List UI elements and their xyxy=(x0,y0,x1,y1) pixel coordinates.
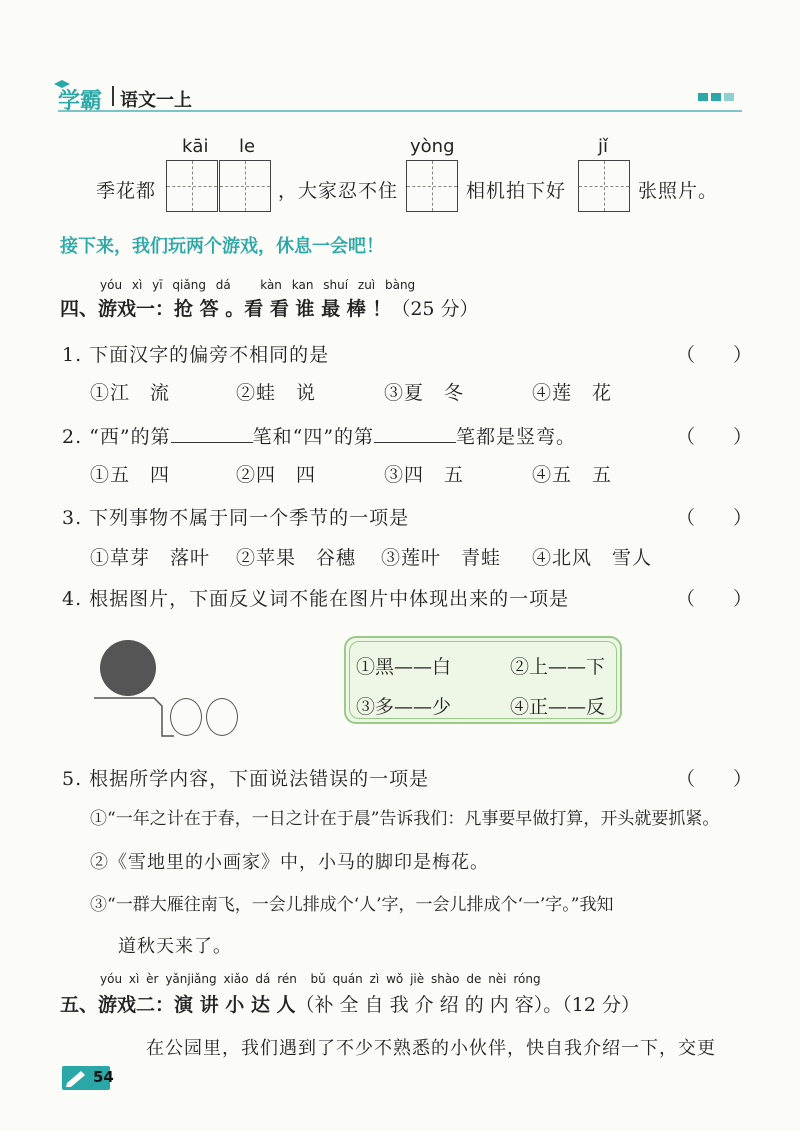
brand-logo: 学霸 xyxy=(58,89,103,114)
page-number: 54 xyxy=(93,1068,114,1086)
q4-option-2[interactable]: ②上——下 xyxy=(510,656,606,678)
pinyin-le: le xyxy=(239,136,256,157)
q4-option-4[interactable]: ④正——反 xyxy=(510,696,606,718)
q4-option-3[interactable]: ③多——少 xyxy=(356,696,452,718)
q4-stem: 4. 根据图片，下面反义词不能在图片中体现出来的一项是 xyxy=(62,588,570,610)
brand-separator xyxy=(112,86,114,106)
q5-option-3-cont: 道秋天来了。 xyxy=(118,936,232,957)
q2-blank-1[interactable] xyxy=(171,424,253,443)
q2-option-4[interactable]: ④五 五 xyxy=(532,464,613,486)
q5-option-3[interactable]: ③“一群大雁往南飞，一会儿排成个‘人’字，一会儿排成个‘一’字。”我知 xyxy=(90,895,614,915)
sentence-part-2: ，大家忍不住 xyxy=(278,180,399,202)
q2-blank-2[interactable] xyxy=(374,424,456,443)
q5-option-1[interactable]: ①“一年之计在于春，一日之计在于晨”告诉我们：凡事要早做打算，开头就要抓紧。 xyxy=(90,809,720,829)
q3-option-3[interactable]: ③莲叶 青蛙 xyxy=(381,547,502,569)
q3-answer-slot[interactable]: （ ） xyxy=(676,507,753,529)
q2-answer-slot[interactable]: （ ） xyxy=(676,426,753,448)
q1-stem: 1. 下面汉字的偏旁不相同的是 xyxy=(62,344,330,366)
q2-option-2[interactable]: ②四 四 xyxy=(236,464,317,486)
sentence-part-1: 季花都 xyxy=(96,180,157,202)
section5-pinyin: yóu xì èr yǎnjiǎng xiǎo dá rén bǔ quán zì wǒ jiè shào de nèi róng xyxy=(100,972,541,986)
q5-option-2[interactable]: ②《雪地里的小画家》中，小马的脚印是梅花。 xyxy=(90,852,489,873)
sentence-part-4: 张照片。 xyxy=(638,180,719,202)
q1-option-3[interactable]: ③夏 冬 xyxy=(384,382,465,404)
q5-answer-slot[interactable]: （ ） xyxy=(676,768,753,790)
pencil-icon xyxy=(64,1068,90,1088)
section4-pinyin: yóu xì yī qiǎng dá kàn kan shuí zuì bàng xyxy=(100,278,416,292)
white-ball-image-1 xyxy=(170,698,202,736)
q4-answer-slot[interactable]: （ ） xyxy=(676,588,753,610)
writing-box-4[interactable] xyxy=(578,160,630,212)
white-ball-image-2 xyxy=(206,698,238,736)
q1-option-2[interactable]: ②蛙 说 xyxy=(236,382,317,404)
q4-option-1[interactable]: ①黑——白 xyxy=(356,656,452,678)
intro-text: 接下来，我们玩两个游戏，休息一会吧！ xyxy=(60,236,384,257)
q3-stem: 3. 下列事物不属于同一个季节的一项是 xyxy=(62,507,410,529)
writing-box-1[interactable] xyxy=(166,160,218,212)
writing-box-2[interactable] xyxy=(219,160,271,212)
subject-label: 语文一上 xyxy=(120,90,192,111)
black-ball-image xyxy=(100,640,156,696)
section4-title: 四、游戏一：抢 答 。看 看 谁 最 棒 ！（25 分） xyxy=(60,298,479,320)
q2-option-1[interactable]: ①五 四 xyxy=(90,464,171,486)
step-line-image xyxy=(94,694,174,740)
q1-option-4[interactable]: ④莲 花 xyxy=(532,382,613,404)
pinyin-yong: yòng xyxy=(410,136,455,157)
q3-option-4[interactable]: ④北风 雪人 xyxy=(532,547,653,569)
header-decoration xyxy=(698,93,734,101)
pinyin-kai: kāi xyxy=(182,136,209,157)
pinyin-ji: jǐ xyxy=(598,136,609,157)
q2-stem: 2. “西”的第 笔和“四”的第 笔都是竖弯。 xyxy=(62,426,577,448)
sentence-part-3: 相机拍下好 xyxy=(466,180,567,202)
q1-answer-slot[interactable]: （ ） xyxy=(676,344,753,366)
q1-option-1[interactable]: ①江 流 xyxy=(90,382,171,404)
q2-option-3[interactable]: ③四 五 xyxy=(384,464,465,486)
q3-option-2[interactable]: ②苹果 谷穗 xyxy=(236,547,357,569)
q3-option-1[interactable]: ①草芽 落叶 xyxy=(90,547,211,569)
section5-title: 五、游戏二：演 讲 小 达 人（补 全 自 我 介 绍 的 内 容）。（12 分） xyxy=(60,994,641,1016)
section5-body: 在公园里，我们遇到了不少不熟悉的小伙伴，快自我介绍一下，交更 xyxy=(146,1038,716,1059)
q5-stem: 5. 根据所学内容，下面说法错误的一项是 xyxy=(62,768,430,790)
writing-box-3[interactable] xyxy=(406,160,458,212)
